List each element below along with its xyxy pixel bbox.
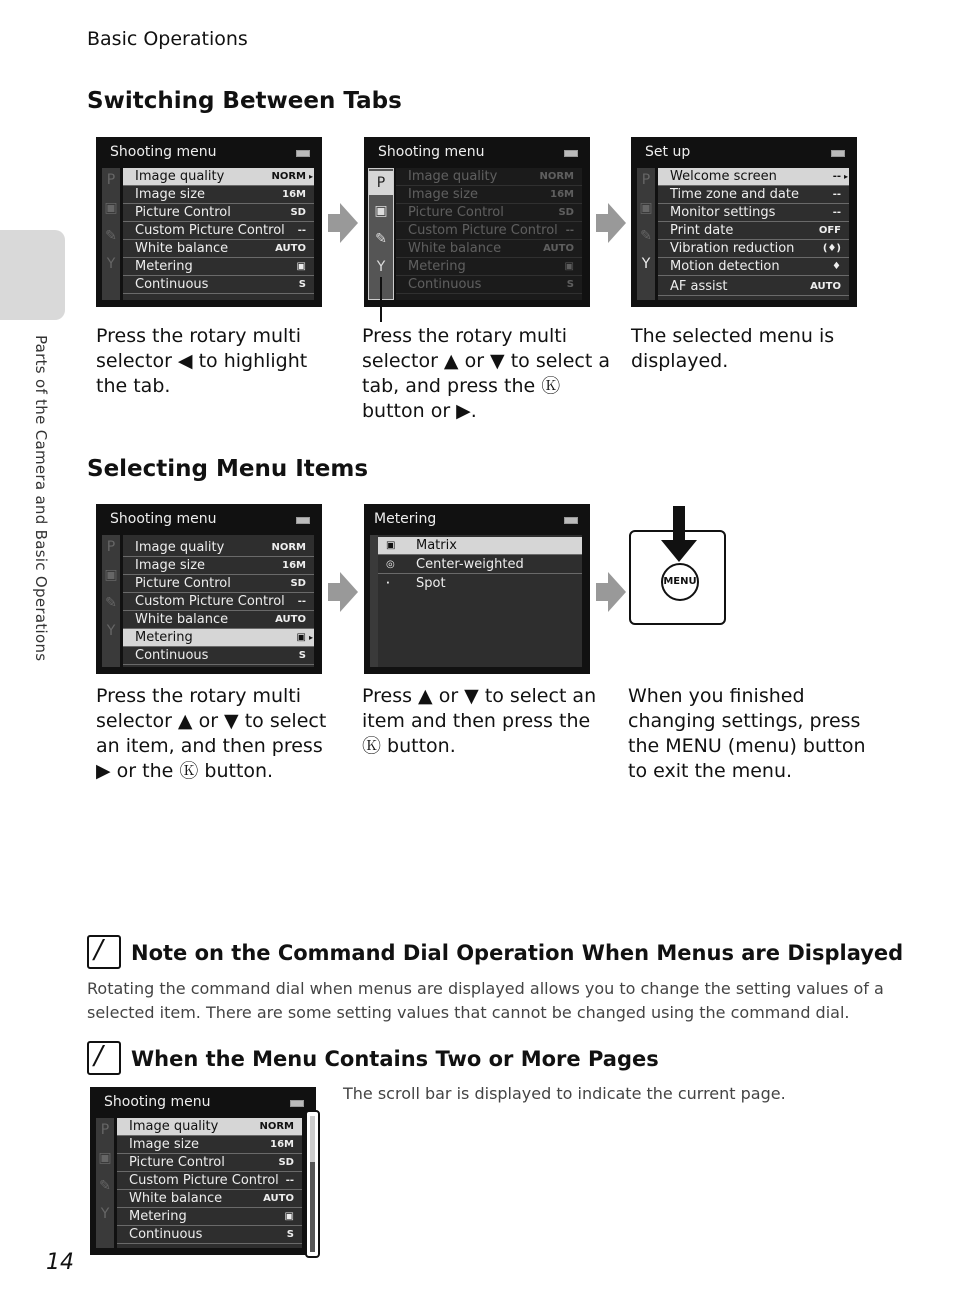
- caption: Press the rotary multi selector ◀ to highlight the tab.: [96, 325, 308, 397]
- menu-title: Metering: [374, 511, 437, 527]
- setup-tab-icon: Y: [641, 256, 651, 272]
- white-balance-icon: AUTO: [275, 614, 306, 625]
- white-balance-icon: AUTO: [543, 243, 574, 254]
- list-item: Continuous S: [396, 276, 582, 294]
- arrow-right-icon: [340, 572, 358, 612]
- menu-screen: [631, 137, 857, 307]
- menu-tab-column: [96, 1118, 114, 1248]
- image-size-icon: 16M: [282, 189, 306, 200]
- menu-title: Shooting menu: [378, 144, 485, 160]
- list-item: Metering ▣: [123, 258, 314, 276]
- shooting-tab-icon: P: [100, 1122, 110, 1138]
- gps-tab-icon: ✎: [105, 228, 117, 244]
- note-icon: /: [87, 935, 121, 969]
- list-item: Image quality NORM ▸: [123, 168, 314, 186]
- note-text: Rotating the command dial when menus are displayed allows you to change the setting values of a selected item. There are some setting values that cannot be changed using the command dial.: [87, 979, 884, 1022]
- movie-tab-icon: ▣: [104, 200, 118, 216]
- af-assist-icon: AUTO: [810, 281, 841, 292]
- menu-screen: [96, 137, 322, 307]
- picture-control-icon: SD: [278, 1157, 294, 1168]
- image-size-icon: 16M: [270, 1139, 294, 1150]
- image-quality-icon: NORM: [259, 1121, 294, 1132]
- menu-screen: [96, 504, 322, 674]
- image-quality-icon: NORM: [271, 171, 306, 182]
- list-item: Image size 16M: [123, 186, 314, 204]
- metering-icon: ▣: [296, 632, 306, 643]
- list-item: AF assist AUTO: [658, 278, 849, 296]
- menu-title: Shooting menu: [110, 144, 217, 160]
- metering-icon: ▣: [296, 261, 306, 272]
- battery-icon: [564, 150, 578, 157]
- list-item: Custom Picture Control --: [117, 1172, 302, 1190]
- setup-tab-icon: Y: [376, 259, 386, 275]
- list-item: Print date OFF: [658, 222, 849, 240]
- list-item: Picture Control SD: [123, 575, 314, 593]
- list-item: Monitor settings --: [658, 204, 849, 222]
- caption: Press the rotary multi selector ▲ or ▼ to select an item, and then press ▶ or the Ⓚ button.: [96, 685, 327, 782]
- menu-tab-column: [637, 168, 655, 300]
- list-item: Continuous S: [123, 276, 314, 294]
- list-item: Image quality NORM: [123, 539, 314, 557]
- arrow-right-icon: [340, 203, 358, 243]
- battery-icon: [296, 517, 310, 524]
- caption: When you finished changing settings, press the MENU (menu) button to exit the menu.: [628, 685, 866, 782]
- menu-button-icon: MENU: [661, 563, 699, 601]
- caption: Press the rotary multi selector ▲ or ▼ to select a tab, and press the Ⓚ button or ▶.: [362, 325, 610, 422]
- caption: Press ▲ or ▼ to select an item and then press the Ⓚ button.: [362, 685, 597, 757]
- custom-picture-control-icon: --: [285, 1175, 294, 1186]
- battery-icon: [296, 150, 310, 157]
- option-list: [378, 535, 582, 667]
- image-quality-icon: NORM: [271, 542, 306, 553]
- list-item: Image size 16M: [396, 186, 582, 204]
- setup-tab-icon: Y: [106, 256, 116, 272]
- list-item: Image size 16M: [123, 557, 314, 575]
- spot-icon: ·: [386, 578, 390, 589]
- movie-tab-icon: ▣: [104, 567, 118, 583]
- welcome-screen-icon: --: [832, 171, 841, 182]
- menu-title: Shooting menu: [110, 511, 217, 527]
- list-item: Continuous S: [123, 647, 314, 665]
- print-date-icon: OFF: [818, 225, 841, 236]
- movie-tab-icon: ▣: [374, 203, 388, 219]
- press-arrow-icon: [673, 506, 685, 540]
- metering-icon: ▣: [564, 261, 574, 272]
- metering-icon: ▣: [284, 1211, 294, 1222]
- list-item: Image quality NORM: [396, 168, 582, 186]
- list-item: Metering ▣: [117, 1208, 302, 1226]
- list-item: Time zone and date --: [658, 186, 849, 204]
- arrow-right-icon: [608, 572, 626, 612]
- menu-item-list: [117, 1118, 302, 1248]
- list-item: Motion detection ♦: [658, 258, 849, 276]
- metering-screen: [364, 504, 590, 674]
- white-balance-icon: AUTO: [275, 243, 306, 254]
- movie-tab-icon: ▣: [639, 200, 653, 216]
- shooting-tab-icon: P: [369, 171, 393, 195]
- list-item: Picture Control SD: [117, 1154, 302, 1172]
- note-icon: /: [87, 1041, 121, 1075]
- continuous-icon: S: [566, 279, 574, 290]
- list-item: Vibration reduction (♦): [658, 240, 849, 258]
- page-number: 14: [46, 1250, 74, 1275]
- battery-icon: [831, 150, 845, 157]
- menu-tab-column: [102, 535, 120, 667]
- menu-tab-column: [102, 168, 120, 300]
- list-item: ▣ Matrix: [378, 537, 582, 555]
- menu-item-list: [123, 168, 314, 300]
- section-title-switching-tabs: Switching Between Tabs: [87, 88, 402, 114]
- time-zone-icon: --: [832, 189, 841, 200]
- list-item: Metering ▣ ▸: [123, 629, 314, 647]
- list-item: · Spot: [386, 576, 446, 591]
- list-item: Picture Control SD: [396, 204, 582, 222]
- callout-line: [380, 277, 382, 322]
- setup-tab-icon: Y: [100, 1206, 110, 1222]
- shooting-tab-icon: P: [641, 172, 651, 188]
- movie-tab-icon: ▣: [98, 1150, 112, 1166]
- list-item: White balance AUTO: [396, 240, 582, 258]
- image-size-icon: 16M: [550, 189, 574, 200]
- image-size-icon: 16M: [282, 560, 306, 571]
- custom-picture-control-icon: --: [565, 225, 574, 236]
- menu-title: Shooting menu: [104, 1094, 211, 1110]
- gps-tab-icon: ✎: [105, 595, 117, 611]
- list-item: White balance AUTO: [123, 240, 314, 258]
- list-item: Image size 16M: [117, 1136, 302, 1154]
- gps-tab-icon: ✎: [375, 231, 387, 247]
- menu-title: Set up: [645, 144, 691, 160]
- white-balance-icon: AUTO: [263, 1193, 294, 1204]
- custom-picture-control-icon: --: [297, 225, 306, 236]
- picture-control-icon: SD: [290, 578, 306, 589]
- menu-item-list: [396, 168, 582, 300]
- list-item: Welcome screen -- ▸: [658, 168, 849, 186]
- note-title: Note on the Command Dial Operation When Menus are Displayed: [131, 941, 904, 965]
- side-tab-label: Parts of the Camera and Basic Operations: [32, 335, 50, 662]
- shooting-tab-icon: P: [106, 539, 116, 555]
- menu-screen: [90, 1087, 316, 1255]
- caret-right-icon: ▸: [308, 172, 313, 181]
- list-item: Continuous S: [117, 1226, 302, 1244]
- menu-item-list: [658, 168, 849, 300]
- picture-control-icon: SD: [290, 207, 306, 218]
- continuous-icon: S: [286, 1229, 294, 1240]
- scroll-bar-callout: [305, 1110, 320, 1258]
- list-item: Custom Picture Control --: [396, 222, 582, 240]
- arrow-right-icon: [608, 203, 626, 243]
- list-item: White balance AUTO: [123, 611, 314, 629]
- center-weighted-icon: ◎: [386, 559, 395, 570]
- list-item: Metering ▣: [396, 258, 582, 276]
- caret-right-icon: ▸: [843, 172, 848, 181]
- motion-detection-icon: ♦: [832, 261, 841, 272]
- continuous-icon: S: [298, 279, 306, 290]
- side-tab: [0, 230, 65, 320]
- list-item: Picture Control SD: [123, 204, 314, 222]
- list-item: Custom Picture Control --: [123, 222, 314, 240]
- press-arrow-head-icon: [661, 540, 697, 562]
- menu-screen: [364, 137, 590, 307]
- image-quality-icon: NORM: [539, 171, 574, 182]
- list-item: ◎ Center-weighted: [378, 556, 582, 574]
- gps-tab-icon: ✎: [640, 228, 652, 244]
- list-item: Image quality NORM: [117, 1118, 302, 1136]
- matrix-icon: ▣: [386, 540, 396, 551]
- menu-button-illustration: [629, 530, 726, 625]
- scroll-thumb: [310, 1116, 315, 1162]
- list-item: White balance AUTO: [117, 1190, 302, 1208]
- list-item: Custom Picture Control --: [123, 593, 314, 611]
- running-head: Basic Operations: [87, 28, 248, 50]
- picture-control-icon: SD: [558, 207, 574, 218]
- section-title-selecting-items: Selecting Menu Items: [87, 456, 369, 482]
- note-text: The scroll bar is displayed to indicate the current page.: [343, 1084, 786, 1103]
- custom-picture-control-icon: --: [297, 596, 306, 607]
- shooting-tab-icon: P: [106, 172, 116, 188]
- caret-right-icon: ▸: [308, 633, 313, 642]
- gps-tab-icon: ✎: [99, 1178, 111, 1194]
- vibration-reduction-icon: (♦): [822, 243, 841, 254]
- menu-tab-column: [370, 535, 378, 667]
- battery-icon: [564, 517, 578, 524]
- caption: The selected menu is displayed.: [631, 325, 835, 372]
- monitor-settings-icon: --: [832, 207, 841, 218]
- continuous-icon: S: [298, 650, 306, 661]
- battery-icon: [290, 1100, 304, 1107]
- menu-item-list: [123, 535, 314, 667]
- setup-tab-icon: Y: [106, 623, 116, 639]
- note-title: When the Menu Contains Two or More Pages: [131, 1047, 659, 1071]
